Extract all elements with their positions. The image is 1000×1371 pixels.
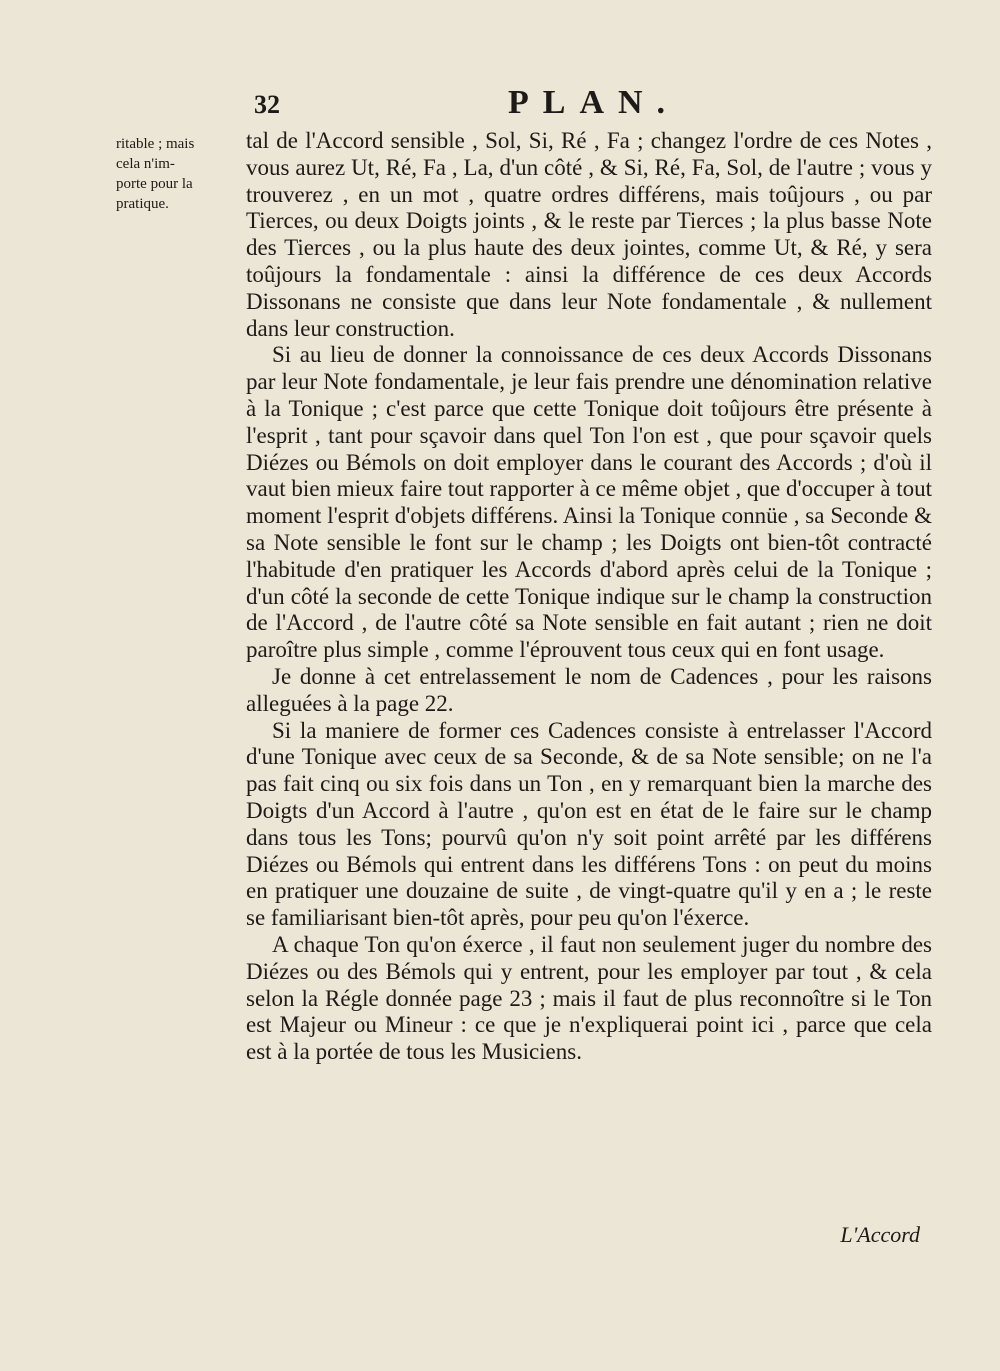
paragraph: Si au lieu de donner la connoissance de ces deux Accords Dissonans par leur Note fondamentale, je leur fais prendre une dénomination relative à la Tonique ; c'est parce que cette Tonique doit toûjours être présente à l'esprit , tant pour sçavoir dans quel Ton l'on est , que pour sçavoir quels Diézes ou Bémols on doit employer dans le courant des Accords ; d'où il vaut bien mieux faire tout rapporter à ce même objet , que d'occuper à tout moment l'esprit d'objets différens. Ainsi la Tonique connüe , sa Seconde & sa Note sensible le font sur le champ ; les Doigts ont bien-tôt contracté l'habitude d'en pratiquer les Accords d'abord après celui de la Tonique ; d'un côté la seconde de cette Tonique indique sur le champ la construction de l'Accord , de l'autre côté sa Note sensible en fait autant ; rien ne doit paroître plus simple , comme l'éprouvent tous ceux qui en font usage. bbox=[246, 342, 932, 663]
paragraph: Si la maniere de former ces Cadences consiste à entrelasser l'Accord d'une Tonique avec ceux de sa Seconde, & de sa Note sensible; on ne l'a pas fait cinq ou six fois dans un Ton , en y remarquant bien la marche des Doigts d'un Accord à l'autre , qu'on est en état de le faire sur le champ dans tous les Tons; pourvû qu'on n'y soit point arrêté par les différens Diézes ou Bémols qui entrent dans les différens Tons : on peut du moins en pratiquer une douzaine de suite , de vingt-quatre qu'il y en a ; le reste se familiarisant bien-tôt après, pour peu qu'on l'éxerce. bbox=[246, 717, 932, 931]
margin-note-line: porte pour la bbox=[116, 176, 193, 192]
page-number: 32 bbox=[254, 90, 280, 119]
paragraph: A chaque Ton qu'on éxerce , il faut non seulement juger du nombre des Diézes ou des Bémols qui y entrent, pour les employer par tout , & cela selon la Régle donnée page 23 ; mais il faut de plus reconnoître si le Ton est Majeur ou Mineur : ce que je n'expliquerai point ici , parce que cela est à la portée de tous les Musiciens. bbox=[246, 931, 932, 1065]
margin-note-line: ritable ; mais bbox=[116, 136, 195, 152]
body-text bbox=[246, 128, 932, 1066]
catchword: L'Accord bbox=[840, 1222, 920, 1247]
page-header bbox=[250, 84, 950, 124]
margin-note-line: cela n'im- bbox=[116, 156, 175, 172]
margin-note-line: pratique. bbox=[116, 196, 169, 212]
margin-note bbox=[116, 134, 242, 214]
running-title: PLAN. bbox=[508, 84, 680, 121]
paragraph: Je donne à cet entrelassement le nom de Cadences , pour les raisons alleguées à la page 22. bbox=[246, 663, 932, 716]
paragraph: tal de l'Accord sensible , Sol, Si, Ré , Fa ; changez l'ordre de ces Notes , vous aurez Ut, Ré, Fa , La, d'un côté , & Si, Ré, Fa, Sol, de l'autre ; vous y trouverez , en un mot , quatre ordres différens, mais toûjours , ou par Tierces, ou deux Doigts joints , & le reste par Tierces ; la plus basse Note des Tierces , ou la plus haute des deux jointes, comme Ut, & Ré, y sera toûjours la fondamentale : ainsi la différence de ces deux Accords Dissonans ne consiste que dans leur Note fondamentale , & nullement dans leur construction. bbox=[246, 128, 932, 341]
